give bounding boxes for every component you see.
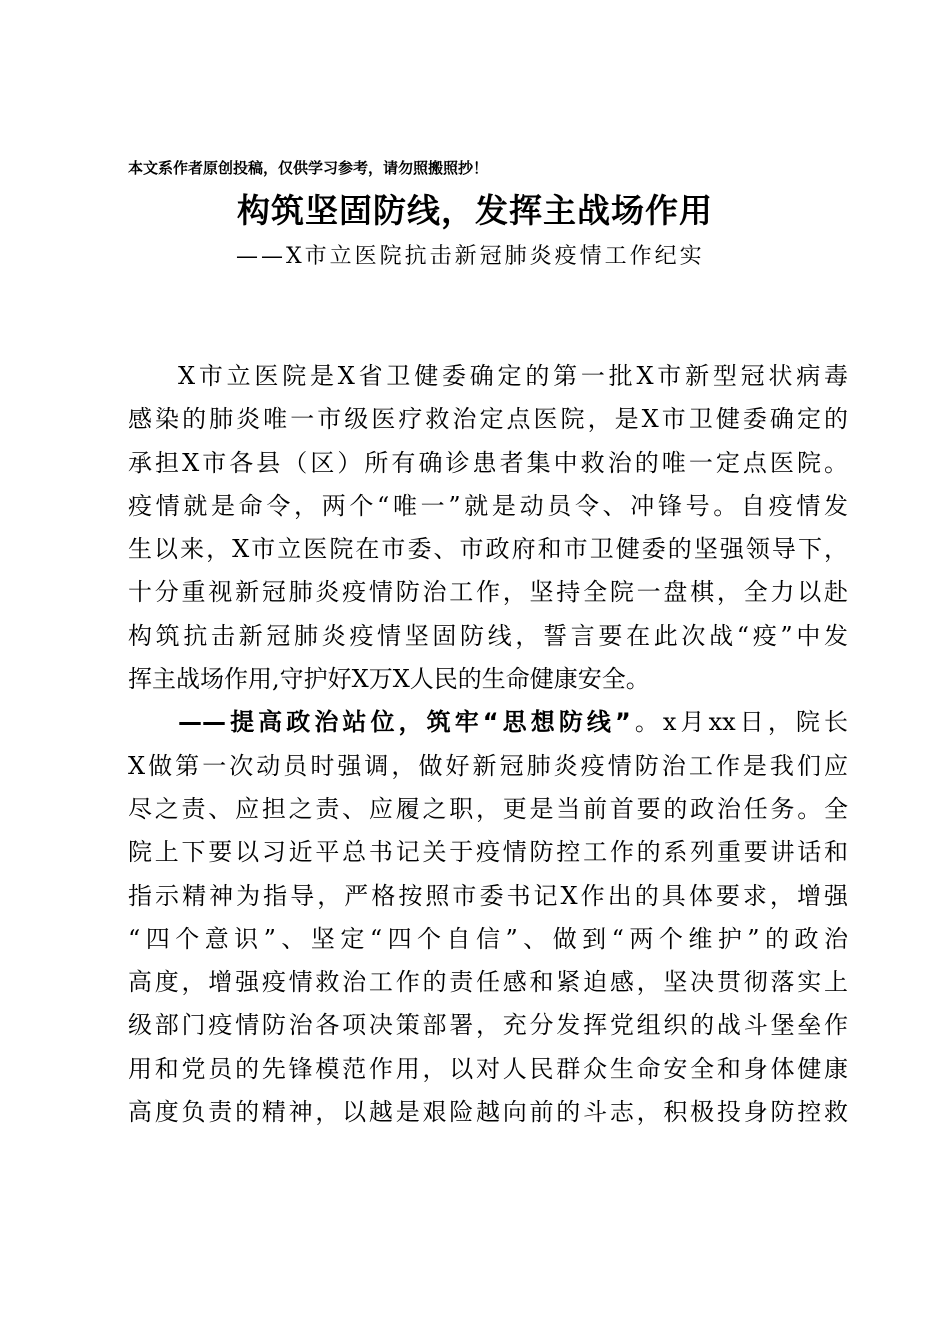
text-line — [128, 701, 848, 744]
text-line: 疫情就是命令，两个“唯一”就是动员令、冲锋号。自疫情发 — [128, 491, 848, 520]
document-body — [128, 355, 848, 1134]
text-line: 十分重视新冠肺炎疫情防治工作，坚持全院一盘棋，全力以赴 — [128, 578, 848, 607]
text-line: 生以来，X市立医院在市委、市政府和市卫健委的坚强领导下， — [128, 535, 848, 564]
section-heading: ——提高政治站位，筑牢“思想防线” — [178, 708, 631, 737]
document-title: 构筑坚固防线，发挥主战场作用 — [237, 191, 713, 230]
text-line: 挥主战场作用,守护好X万X人民的生命健康安全。 — [128, 665, 650, 694]
text-run: 。x月xx日，院长 — [630, 708, 848, 737]
text-line: 承担X市各县（区）所有确诊患者集中救治的唯一定点医院。 — [128, 448, 848, 477]
text-line: 高度负责的精神，以越是艰险越向前的斗志，积极投身防控救 — [128, 1098, 848, 1127]
text-line: 指示精神为指导，严格按照市委书记X作出的具体要求，增强 — [128, 881, 848, 910]
text-line: X市立医院是X省卫健委确定的第一批X市新型冠状病毒 — [178, 362, 848, 390]
text-line: 感染的肺炎唯一市级医疗救治定点医院，是X市卫健委确定的 — [128, 405, 848, 434]
text-line: 用和党员的先锋模范作用，以对人民群众生命安全和身体健康 — [128, 1054, 848, 1083]
text-line: X做第一次动员时强调，做好新冠肺炎疫情防治工作是我们应 — [128, 751, 848, 780]
text-line: 院上下要以习近平总书记关于疫情防控工作的系列重要讲话和 — [128, 838, 848, 867]
text-line: 高度，增强疫情救治工作的责任感和紧迫感，坚决贯彻落实上 — [128, 968, 848, 997]
text-line: 级部门疫情防治各项决策部署，充分发挥党组织的战斗堡垒作 — [128, 1011, 848, 1040]
text-line: 尽之责、应担之责、应履之职，更是当前首要的政治任务。全 — [128, 794, 848, 823]
document-subtitle: ——X市立医院抗击新冠肺炎疫情工作纪实 — [236, 244, 705, 269]
text-line: “四个意识”、坚定“四个自信”、做到“两个维护”的政治 — [128, 924, 848, 953]
paragraph-2 — [128, 701, 848, 1134]
text-line: 构筑抗击新冠肺炎疫情坚固防线，誓言要在此次战“疫”中发 — [128, 621, 848, 650]
copyright-notice: 本文系作者原创投稿，仅供学习参考，请勿照搬照抄！ — [128, 159, 489, 177]
paragraph-1 — [128, 355, 848, 701]
